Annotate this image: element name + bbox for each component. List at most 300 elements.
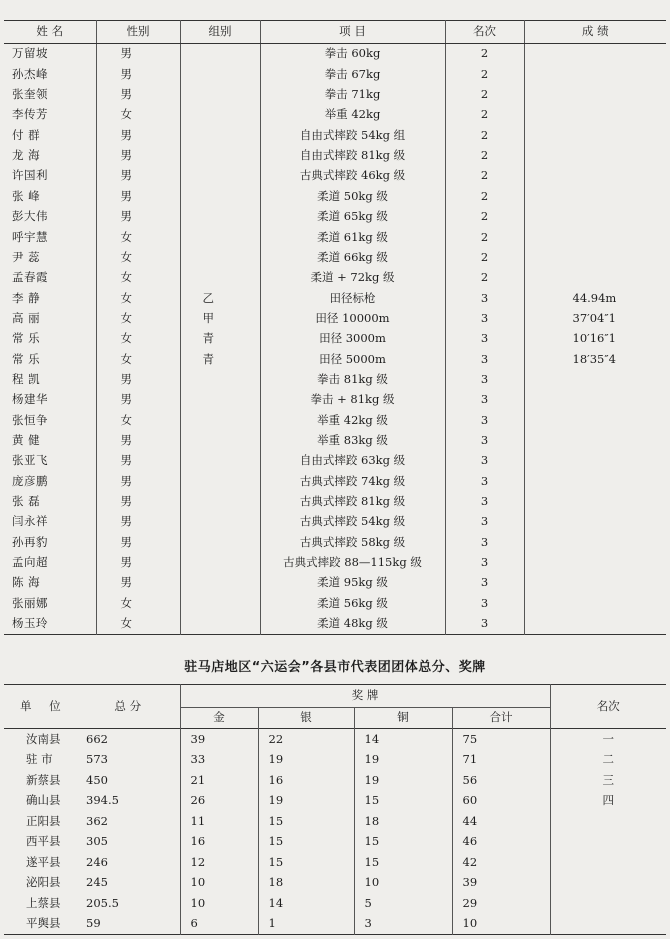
cell-gender: 女 (96, 247, 180, 267)
cell-rank: 3 (445, 553, 524, 573)
cell-score (524, 410, 666, 430)
cell-rank (550, 832, 666, 853)
cell-silver: 14 (258, 893, 354, 914)
cell-event: 柔道 65kg 级 (260, 207, 445, 227)
cell-gender: 女 (96, 329, 180, 349)
cell-rank: 3 (445, 512, 524, 532)
cell-rank: 3 (445, 308, 524, 328)
cell-unit: 遂平县 (26, 854, 61, 869)
cell-event: 自由式摔跤 81kg 级 (260, 146, 445, 166)
cell-event: 柔道 66kg 级 (260, 247, 445, 267)
cell-name: 许国利 (12, 168, 48, 183)
cell-score (524, 85, 666, 105)
cell-gold: 11 (180, 811, 258, 832)
table-row (4, 146, 666, 166)
header-silver: 银 (258, 708, 354, 729)
cell-total: 245 (86, 875, 108, 889)
cell-rank: 三 (550, 770, 666, 791)
cell-event: 柔道 50kg 级 (260, 186, 445, 206)
cell-score (524, 44, 666, 65)
cell-name: 程 凯 (12, 371, 41, 386)
medal-body (4, 729, 666, 935)
cell-gender: 女 (96, 410, 180, 430)
cell-gold: 10 (180, 893, 258, 914)
cell-score: 18′35″4 (524, 349, 666, 369)
cell-score (524, 593, 666, 613)
cell-gender: 男 (96, 186, 180, 206)
cell-gender: 女 (96, 105, 180, 125)
cell-score (524, 451, 666, 471)
header-gold: 金 (180, 708, 258, 729)
cell-bronze: 15 (354, 852, 452, 873)
cell-total: 205.5 (86, 895, 119, 910)
cell-name: 孙再豹 (12, 534, 48, 549)
cell-silver: 15 (258, 811, 354, 832)
cell-group (180, 186, 260, 206)
cell-silver: 19 (258, 791, 354, 812)
cell-event: 古典式摔跤 54kg 级 (260, 512, 445, 532)
cell-unit: 西平县 (26, 834, 61, 848)
cell-gender: 男 (96, 166, 180, 186)
cell-event: 田径 5000m (260, 349, 445, 369)
table-row (4, 573, 666, 593)
cell-silver: 15 (258, 852, 354, 873)
cell-bronze: 10 (354, 873, 452, 894)
cell-silver: 1 (258, 914, 354, 935)
cell-rank: 3 (445, 471, 524, 491)
cell-silver: 15 (258, 832, 354, 853)
cell-rank: 2 (445, 207, 524, 227)
table-row (4, 370, 666, 390)
cell-name: 张 磊 (12, 493, 41, 508)
cell-rank: 2 (445, 146, 524, 166)
cell-event: 古典式摔跤 81kg 级 (260, 492, 445, 512)
cell-group (180, 125, 260, 145)
cell-sum: 39 (452, 873, 550, 894)
cell-gender: 男 (96, 492, 180, 512)
cell-score (524, 186, 666, 206)
cell-name: 闫永祥 (12, 514, 48, 529)
cell-group (180, 471, 260, 491)
cell-rank (550, 893, 666, 914)
table-row (4, 750, 666, 771)
cell-event: 举重 42kg 级 (260, 410, 445, 430)
cell-score (524, 573, 666, 593)
cell-score (524, 370, 666, 390)
table-row (4, 893, 666, 914)
header-name: 姓 名 (4, 21, 96, 44)
cell-gold: 21 (180, 770, 258, 791)
table-row (4, 166, 666, 186)
cell-group (180, 207, 260, 227)
cell-score: 44.94m (524, 288, 666, 308)
cell-gender: 男 (96, 451, 180, 471)
cell-event: 拳击 60kg (260, 44, 445, 65)
cell-sum: 46 (452, 832, 550, 853)
cell-rank: 一 (550, 729, 666, 750)
cell-gold: 33 (180, 750, 258, 771)
cell-name: 李 静 (12, 290, 41, 305)
header-total: 总 分 (114, 698, 142, 713)
cell-name: 庞彦鹏 (12, 473, 48, 488)
header-bronze: 铜 (354, 708, 452, 729)
cell-sum: 60 (452, 791, 550, 812)
cell-group: 甲 (180, 308, 260, 328)
cell-silver: 16 (258, 770, 354, 791)
cell-group (180, 512, 260, 532)
cell-unit: 上蔡县 (26, 895, 61, 910)
cell-score (524, 247, 666, 267)
cell-bronze: 19 (354, 750, 452, 771)
cell-gold: 6 (180, 914, 258, 935)
cell-rank: 2 (445, 105, 524, 125)
cell-name: 张奎领 (12, 87, 48, 102)
cell-name: 黄 健 (12, 432, 41, 447)
cell-name: 杨玉玲 (12, 616, 48, 631)
cell-name: 张丽娜 (12, 595, 48, 610)
table-row (4, 532, 666, 552)
cell-rank (550, 811, 666, 832)
cell-event: 柔道 + 72kg 级 (260, 268, 445, 288)
cell-rank: 3 (445, 410, 524, 430)
cell-score (524, 532, 666, 552)
header-score: 成 绩 (524, 21, 666, 44)
cell-gender: 女 (96, 593, 180, 613)
cell-name: 张亚飞 (12, 453, 48, 468)
cell-group (180, 431, 260, 451)
table-row (4, 410, 666, 430)
cell-gender: 女 (96, 308, 180, 328)
cell-event: 古典式摔跤 46kg 级 (260, 166, 445, 186)
cell-sum: 71 (452, 750, 550, 771)
cell-score (524, 390, 666, 410)
cell-rank: 2 (445, 44, 524, 65)
cell-name: 常 乐 (12, 331, 41, 346)
cell-group: 青 (180, 329, 260, 349)
cell-bronze: 15 (354, 791, 452, 812)
cell-total: 59 (86, 916, 101, 930)
cell-event: 田径标枪 (260, 288, 445, 308)
cell-event: 古典式摔跤 74kg 级 (260, 471, 445, 491)
cell-event: 拳击 67kg (260, 64, 445, 84)
cell-event: 举重 42kg (260, 105, 445, 125)
cell-rank: 3 (445, 614, 524, 635)
cell-sum: 75 (452, 729, 550, 750)
table-row (4, 873, 666, 894)
cell-score (524, 492, 666, 512)
cell-rank: 2 (445, 64, 524, 84)
cell-group (180, 85, 260, 105)
cell-gender: 男 (96, 532, 180, 552)
cell-unit: 正阳县 (26, 813, 61, 828)
cell-total: 573 (86, 752, 108, 766)
header-event: 项 目 (260, 21, 445, 44)
cell-name: 常 乐 (12, 351, 41, 366)
cell-total: 662 (86, 731, 108, 746)
cell-gender: 男 (96, 512, 180, 532)
cell-rank: 二 (550, 750, 666, 771)
table-row (4, 288, 666, 308)
cell-event: 举重 83kg 级 (260, 431, 445, 451)
cell-rank: 3 (445, 390, 524, 410)
table-row (4, 832, 666, 853)
cell-event: 柔道 48kg 级 (260, 614, 445, 635)
header-rank: 名次 (445, 21, 524, 44)
cell-unit: 驻 市 (26, 752, 53, 766)
cell-group (180, 553, 260, 573)
results-body (4, 44, 666, 635)
cell-group (180, 44, 260, 65)
cell-group (180, 146, 260, 166)
cell-group (180, 492, 260, 512)
cell-score (524, 146, 666, 166)
table-row (4, 44, 666, 65)
cell-rank: 3 (445, 573, 524, 593)
cell-gender: 男 (96, 64, 180, 84)
cell-rank: 3 (445, 349, 524, 369)
table-row (4, 451, 666, 471)
cell-gold: 39 (180, 729, 258, 750)
cell-sum: 29 (452, 893, 550, 914)
cell-rank: 2 (445, 166, 524, 186)
cell-gender: 女 (96, 614, 180, 635)
cell-group (180, 64, 260, 84)
cell-score (524, 207, 666, 227)
medal-table-title: 驻马店地区“六运会”各县市代表团团体总分、奖牌 (184, 660, 486, 675)
header-sum: 合计 (452, 708, 550, 729)
cell-name: 彭大伟 (12, 209, 48, 224)
cell-score (524, 512, 666, 532)
cell-gold: 26 (180, 791, 258, 812)
cell-sum: 56 (452, 770, 550, 791)
table-row (4, 308, 666, 328)
cell-bronze: 5 (354, 893, 452, 914)
cell-gold: 16 (180, 832, 258, 853)
results-table (4, 20, 666, 635)
cell-name: 孟向超 (12, 555, 48, 570)
table-row (4, 770, 666, 791)
cell-group (180, 105, 260, 125)
table-row (4, 471, 666, 491)
header-medals: 奖 牌 (180, 685, 550, 708)
cell-rank: 2 (445, 247, 524, 267)
results-header-row (4, 21, 666, 44)
cell-rank: 3 (445, 492, 524, 512)
cell-gender: 男 (96, 146, 180, 166)
cell-name: 孙杰峰 (12, 66, 48, 81)
cell-rank: 2 (445, 186, 524, 206)
cell-name: 付 群 (12, 127, 41, 142)
cell-rank: 2 (445, 268, 524, 288)
cell-score (524, 431, 666, 451)
table-row (4, 512, 666, 532)
cell-gender: 男 (96, 85, 180, 105)
cell-group (180, 390, 260, 410)
cell-group (180, 614, 260, 635)
cell-bronze: 3 (354, 914, 452, 935)
cell-name: 龙 海 (12, 148, 41, 163)
cell-rank: 2 (445, 125, 524, 145)
cell-total: 362 (86, 813, 108, 828)
cell-gender: 男 (96, 573, 180, 593)
cell-rank: 3 (445, 431, 524, 451)
cell-gender: 男 (96, 390, 180, 410)
cell-sum: 10 (452, 914, 550, 935)
cell-sum: 42 (452, 852, 550, 873)
cell-name: 孟春霞 (12, 270, 48, 285)
cell-unit: 确山县 (26, 793, 61, 807)
cell-rank (550, 852, 666, 873)
cell-event: 古典式摔跤 58kg 级 (260, 532, 445, 552)
cell-event: 拳击 + 81kg 级 (260, 390, 445, 410)
table-row (4, 247, 666, 267)
cell-gender: 女 (96, 288, 180, 308)
cell-gold: 12 (180, 852, 258, 873)
cell-name: 高 丽 (12, 310, 41, 325)
cell-group: 青 (180, 349, 260, 369)
cell-group (180, 593, 260, 613)
table-row (4, 593, 666, 613)
cell-unit: 平舆县 (26, 916, 61, 930)
cell-gender: 男 (96, 553, 180, 573)
table-row (4, 329, 666, 349)
cell-gender: 男 (96, 370, 180, 390)
cell-score (524, 105, 666, 125)
cell-rank (550, 914, 666, 935)
cell-silver: 18 (258, 873, 354, 894)
table-row (4, 914, 666, 935)
table-row (4, 105, 666, 125)
cell-name: 尹 蕊 (12, 249, 41, 264)
cell-score (524, 268, 666, 288)
cell-event: 自由式摔跤 54kg 组 (260, 125, 445, 145)
table-row (4, 811, 666, 832)
cell-total: 450 (86, 772, 108, 787)
cell-rank: 3 (445, 532, 524, 552)
table-row (4, 614, 666, 635)
cell-rank: 2 (445, 227, 524, 247)
cell-group: 乙 (180, 288, 260, 308)
cell-bronze: 14 (354, 729, 452, 750)
cell-rank: 3 (445, 451, 524, 471)
cell-rank: 3 (445, 288, 524, 308)
cell-name: 李传芳 (12, 107, 48, 122)
cell-gender: 男 (96, 471, 180, 491)
cell-name: 万留坡 (12, 46, 48, 61)
table-row (4, 791, 666, 812)
medal-table (4, 684, 666, 935)
cell-gold: 10 (180, 873, 258, 894)
cell-gender: 女 (96, 227, 180, 247)
cell-name: 呼宇慧 (12, 229, 48, 244)
cell-event: 柔道 56kg 级 (260, 593, 445, 613)
table-row (4, 492, 666, 512)
table-row (4, 431, 666, 451)
cell-group (180, 410, 260, 430)
cell-total: 246 (86, 854, 108, 869)
cell-rank (550, 873, 666, 894)
cell-score (524, 553, 666, 573)
header-medal-rank: 名次 (550, 685, 666, 729)
header-group: 组别 (180, 21, 260, 44)
cell-rank: 3 (445, 329, 524, 349)
cell-score: 10′16″1 (524, 329, 666, 349)
table-row (4, 207, 666, 227)
table-row (4, 349, 666, 369)
cell-score (524, 614, 666, 635)
table-row (4, 553, 666, 573)
table-row (4, 85, 666, 105)
cell-unit: 汝南县 (26, 731, 61, 746)
cell-rank: 3 (445, 370, 524, 390)
cell-rank: 四 (550, 791, 666, 812)
table-row (4, 227, 666, 247)
cell-silver: 19 (258, 750, 354, 771)
table-row (4, 268, 666, 288)
cell-event: 田径 10000m (260, 308, 445, 328)
cell-group (180, 268, 260, 288)
cell-score (524, 125, 666, 145)
cell-group (180, 166, 260, 186)
cell-event: 柔道 95kg 级 (260, 573, 445, 593)
cell-gender: 男 (96, 207, 180, 227)
cell-group (180, 573, 260, 593)
cell-score (524, 166, 666, 186)
cell-score: 37′04″1 (524, 308, 666, 328)
cell-score (524, 227, 666, 247)
cell-gender: 男 (96, 125, 180, 145)
cell-group (180, 532, 260, 552)
cell-total: 394.5 (86, 793, 119, 807)
table-row (4, 852, 666, 873)
cell-unit: 新蔡县 (26, 772, 61, 787)
cell-gender: 女 (96, 349, 180, 369)
cell-rank: 3 (445, 593, 524, 613)
cell-bronze: 15 (354, 832, 452, 853)
cell-bronze: 18 (354, 811, 452, 832)
cell-event: 拳击 71kg (260, 85, 445, 105)
table-row (4, 125, 666, 145)
cell-name: 张恒争 (12, 412, 48, 427)
cell-silver: 22 (258, 729, 354, 750)
cell-group (180, 370, 260, 390)
header-unit: 单 位 (20, 698, 61, 713)
cell-event: 田径 3000m (260, 329, 445, 349)
cell-group (180, 247, 260, 267)
table-row (4, 64, 666, 84)
medal-header-row-1 (4, 685, 666, 708)
cell-sum: 44 (452, 811, 550, 832)
cell-event: 拳击 81kg 级 (260, 370, 445, 390)
cell-event: 自由式摔跤 63kg 级 (260, 451, 445, 471)
table-row (4, 186, 666, 206)
header-gender: 性别 (96, 21, 180, 44)
cell-score (524, 64, 666, 84)
cell-group (180, 451, 260, 471)
cell-bronze: 19 (354, 770, 452, 791)
cell-score (524, 471, 666, 491)
cell-group (180, 227, 260, 247)
cell-total: 305 (86, 834, 108, 848)
cell-event: 古典式摔跤 88—115kg 级 (260, 553, 445, 573)
cell-gender: 男 (96, 44, 180, 65)
cell-gender: 男 (96, 431, 180, 451)
table-row (4, 390, 666, 410)
cell-rank: 2 (445, 85, 524, 105)
cell-event: 柔道 61kg 级 (260, 227, 445, 247)
table-row (4, 729, 666, 750)
cell-gender: 女 (96, 268, 180, 288)
